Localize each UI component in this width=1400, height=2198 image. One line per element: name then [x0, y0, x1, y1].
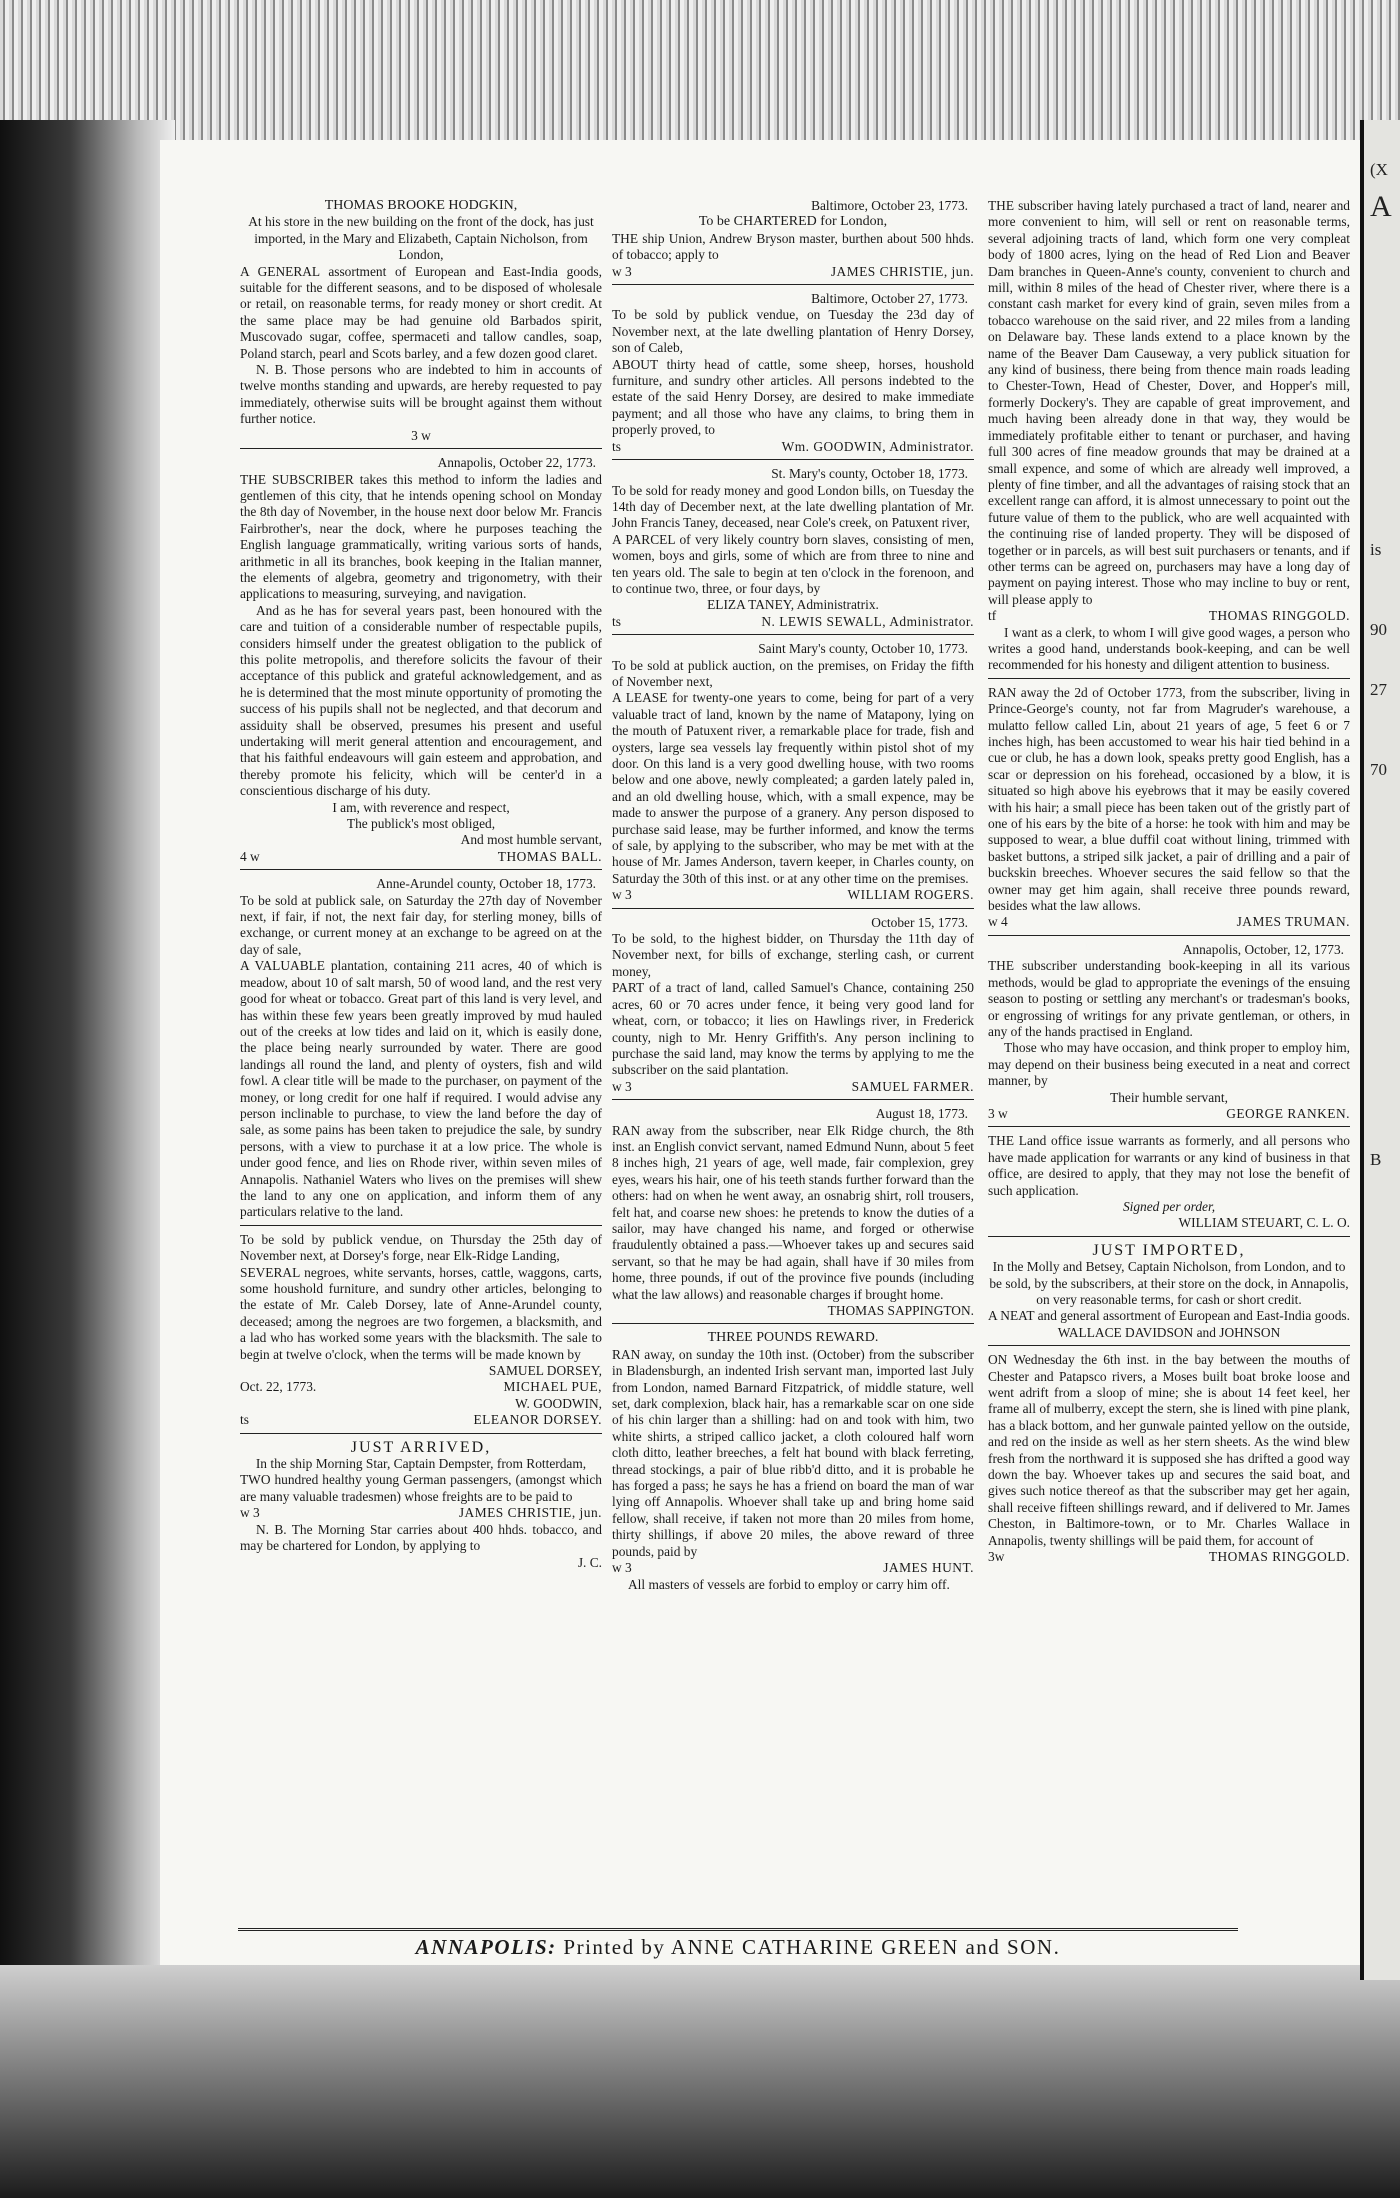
ad-body: A LEASE for twenty-one years to come, being for part of a very valuable tract of land, known by the name of Matapony, lying on the mouth of Patuxent river, a remarkable place for trade, fish and oysters, large sea vessels lay frequently within pistol shot of my door. On this land is a very good dwelling house, with two rooms below and one above, newly compleated; a garden lately paled in, and an old dwelling house, which, with a small expence, may be made to answer the purpose of a granery. Any person disposed to purchase said lease, may be further informed, and know the terms of sale, by applying to the subscriber, who may be met with at the house of Mr. James Anderson, tavern keeper, in Charles county, on Saturday the 30th of this inst. or at any other time on the premises. [612, 690, 974, 886]
ad-date: Oct. 22, 1773. [240, 1379, 317, 1395]
ad-subheading: At his store in the new building on the front of the dock, has just imported, in the Mary and Elizabeth, Captain Nicholson, from London, [248, 214, 594, 263]
ad-heading: JUST ARRIVED, [350, 1438, 492, 1456]
advertisement-land-office [988, 1133, 1350, 1236]
column-2 [612, 198, 974, 1928]
printer-colophon [238, 1928, 1238, 1960]
ad-body: A NEAT and general assortment of European and East-India goods. [988, 1308, 1350, 1324]
ad-body: A VALUABLE plantation, containing 211 acres, 40 of which is meadow, about 10 of salt marsh, 50 of wood land, and the rest very good for wheat or tobacco. Great part of this land is very level, and has within these few years been greatly improved by mud hauled out of the creeks at low tides and laid on it, which is easily done, the place being nearly surrounded by water. There are good landings all round the land, and plenty of oysters, fish and wild fowl. A clear title will be made to the purchaser, on payment of the money, or long credit for one half if required. I would advise any person inclinable to purchase, to view the land before the day of sale, as some pains has been taken to prejudice the sale, by sundry persons, with a view to purchase it at a low price. The whole is under good fence, and lies on Rhode river, within seven miles of Annapolis. Nathaniel Waters who lives on the premises will shew the land to any one on application, and inform them of any particulars relative to the land. [240, 958, 602, 1220]
ad-note: N. B. The Morning Star carries about 400 hhds. tobacco, and may be chartered for London, by applying to [240, 1521, 602, 1554]
ad-run-mark: 3 w [411, 427, 431, 443]
advertisement-just-imported [988, 1243, 1350, 1346]
ad-signer: SAMUEL DORSEY, [488, 1363, 602, 1379]
ad-body: ON Wednesday the 6th inst. in the bay between the mouths of Chester and Patapsco rivers, a Moses built boat broke loose and went adrift from a sloop of mine; she is about 14 feet keel, her frame all of mulberry, except the stern, she is lined with pine plank, has a black bottom, and her gunwale painted yellow on the outside, and red on the inside as well as her stern sheets. As the wind blew fresh from the northward it is supposed she has drifted a good way down the bay. Whoever takes up and secures the said boat, and gives such notice thereof as that the subscriber may get her again, shall receive fifteen shillings reward, and if delivered to Mr. James Cheston, in Baltimore-town, or to Mr. Charles Wallace in Annapolis, twenty shillings will be paid them, for account of [988, 1352, 1350, 1548]
ad-dateline: St. Mary's county, October 18, 1773. [771, 466, 968, 482]
ad-intro: To be sold at publick auction, on the premises, on Friday the fifth of November next, [612, 657, 974, 689]
advertisement-runaway-nunn [612, 1106, 974, 1324]
ad-signer: THOMAS RINGGOLD. [1208, 608, 1350, 624]
ad-postscript: I want as a clerk, to whom I will give good wages, a person who writes a good hand, understands book-keeping, and can be well recommended for his honesty and diligent attention to business. [988, 624, 1350, 673]
ad-body: TWO hundred healthy young German passengers, (amongst which are many valuable tradesmen) whose freights are to be paid to [240, 1472, 602, 1504]
facing-page-fragment: 90 [1370, 620, 1387, 639]
advertisement-bookkeeping [988, 942, 1350, 1127]
ad-body: RAN away, on sunday the 10th inst. (October) from the subscriber in Bladensburgh, an indented Irish servant man, imported last July from London, named Barnard Fitzpatrick, of middle stature, well set, dark complexion, black hair, has a remarkable scar on one side of his chin larger than a shilling: had on and took with him, two white shirts, a striped callico jacket, a cloth coloured half worn cloth ditto, leather breeches, a felt hat bound with black ferreting, thread stockings, a pair of blue ribb'd ditto, and it is probable he has forged a pass; he says he has a friend on board the man of war lying off Annapolis. Whoever shall take up and bring home said fellow, shall receive, if taken not more than 20 miles from home, thirty shillings, if above 20 miles, the above reward of three pounds, paid by [612, 1346, 974, 1559]
ad-signature-line [240, 1505, 602, 1521]
ad-signer: JAMES CHRISTIE, jun. [830, 263, 974, 279]
advertisement-lost-boat [988, 1352, 1350, 1569]
ad-heading: THREE POUNDS REWARD. [707, 1330, 879, 1346]
ad-signature-line [612, 1079, 974, 1095]
ad-run-mark: w 4 [988, 914, 1008, 930]
ad-intro: To be sold by publick vendue, on Thursday the 25th day of November next, at Dorsey's forge, near Elk-Ridge Landing, [240, 1231, 602, 1264]
ad-body: PART of a tract of land, called Samuel's Chance, containing 250 acres, 60 or 70 acres under fence, it being very good land for wheat, corn, or tobacco; it lies on Hawlings river, in Frederick county, nigh to Mr. Henry Griffith's. Any person inclining to purchase the said land, may know the terms by applying to me the subscriber on the said plantation. [612, 980, 974, 1078]
ad-signature-line [612, 887, 974, 903]
ad-signature-line [612, 264, 974, 280]
column-3 [988, 198, 1350, 1928]
ad-run-mark: 4 w [240, 848, 260, 864]
facing-page-fragment: 70 [1370, 760, 1387, 779]
ad-signer: SAMUEL FARMER. [851, 1078, 974, 1094]
ad-signer: WALLACE DAVIDSON and JOHNSON [1057, 1324, 1281, 1340]
facing-page-edge [1360, 120, 1400, 1980]
ad-signature-line [240, 1412, 602, 1428]
colophon-printer: Printed by ANNE CATHARINE GREEN and SON. [563, 1935, 1061, 1959]
ad-signature-line [988, 1549, 1350, 1565]
ad-run-mark: ts [612, 438, 621, 454]
ad-heading: JUST IMPORTED, [1092, 1241, 1246, 1259]
ad-signer: ELIZA TANEY, Administratrix. [707, 597, 879, 613]
advertisement-hodgkin [240, 198, 602, 449]
facing-page-fragment: B [1370, 1150, 1382, 1169]
ad-intro: To be sold by publick vendue, on Tuesday the 23d day of November next, at the late dwelling plantation of Henry Dorsey, son of Caleb, [612, 307, 974, 356]
ad-signer: WILLIAM ROGERS. [847, 887, 974, 903]
ad-initials: J. C. [577, 1554, 602, 1570]
ad-signer: MICHAEL PUE, [503, 1379, 602, 1395]
ad-body: RAN away the 2d of October 1773, from the subscriber, living in Prince-George's county, not far from Magruder's warehouse, a mulatto fellow called Lin, about 21 years of age, 5 feet 6 or 7 inches high, has been accustomed to wear his hair tied behind in a cue or club, he has a down look, speaks pretty good English, has a scar or depression on his forehead, occasioned by a blow, it is situated so high above his eyebrows that it may be easily covered with his hair; a small piece has been taken out of the gristly part of one of his ears by the bite of a horse: he took with him and may be supposed to wear, a blue duffil coat without lining, trimmed with basket buttons, a striped silk jacket, a pair of drilling and a pair of buckskin breeches. Whoever secures the said fellow so that the owner may get him again, shall receive three pounds reward, besides what the law allows. [988, 684, 1350, 914]
ad-order-line: Signed per order, [1122, 1198, 1216, 1214]
ad-body: A GENERAL assortment of European and East-India goods, suitable for the different seasons, and to be disposed of wholesale or retail, on reasonable terms, for ready money or short credit. At the same place may be had genuine old Barbados spirit, Muscovado sugar, coffee, spermaceti and tallow candles, soap, Poland starch, pearl and Scots barley, and a few dozen good claret. [240, 263, 602, 361]
ad-body: RAN away from the subscriber, near Elk Ridge church, the 8th inst. an English convict servant, named Edmund Nunn, about 5 feet 8 inches high, 21 years of age, well made, fair complexion, grey eyes, wears his hair, one of his teeth stands further forward than the others: had on when he went away, an osnabrig shirt, roll trousers, felt hat, and coarse new shoes: he pretends to know the duties of a sailor, may have changed his name, and forged or otherwise fraudulently obtained a pass.—Whoever takes up and secures said servant, so that he may be had again, shall have if 30 miles from home, three pounds, if out of the province five pounds (including what the law allows) and reasonable charges if brought home. [612, 1122, 974, 1302]
ad-dateline: Baltimore, October 23, 1773. [811, 198, 968, 213]
ad-run-mark: tf [988, 608, 997, 624]
ad-signer: Wm. GOODWIN, Administrator. [781, 438, 974, 454]
ad-signature-line [988, 914, 1350, 930]
facing-page-fragment: is [1370, 540, 1382, 559]
ad-closing: And most humble servant, [460, 832, 602, 848]
advertisement-taney-sale [612, 466, 974, 635]
ad-body: THE subscriber understanding book-keeping in all its various methods, would be glad to appropriate the evenings of the ensuing season to posting or settling any merchant's or tradesman's books, or engrossing of writings for any private gentleman, or others, in any of the hands practised in England. [988, 958, 1350, 1039]
facing-page-fragment: (X [1370, 160, 1388, 179]
ad-heading: THOMAS BROOKE HODGKIN, [324, 198, 518, 213]
ad-signer: THOMAS SAPPINGTON. [827, 1303, 974, 1318]
ad-closing: Their humble servant, [1110, 1089, 1228, 1105]
ad-subheading: In the ship Morning Star, Captain Dempster, from Rotterdam, [255, 1456, 587, 1472]
advertisement-plantation-sale [240, 876, 602, 1226]
advertisement-ringgold-lands [988, 198, 1350, 679]
ad-dateline: August 18, 1773. [875, 1106, 968, 1122]
ad-signature-line [612, 1560, 974, 1576]
ad-run-mark: 3 w [988, 1105, 1008, 1121]
advertisement-samuels-chance [612, 915, 974, 1100]
advertisement-henry-dorsey-vendue [612, 291, 974, 460]
ad-run-mark: w 3 [612, 1560, 632, 1576]
ad-intro: To be sold for ready money and good London bills, on Tuesday the 14th day of December next, at the late dwelling plantation of Mr. John Francis Taney, deceased, near Cole's creek, on Patuxent river, [612, 482, 974, 531]
advertisement-ship-union [612, 198, 974, 285]
ad-run-mark: w 3 [612, 263, 632, 279]
ad-run-mark: w 3 [612, 1078, 632, 1094]
ad-dateline: Annapolis, October, 12, 1773. [1182, 941, 1344, 957]
book-binding-shadow [0, 120, 175, 2198]
facing-page-fragment: 27 [1370, 680, 1387, 699]
ad-dateline: Baltimore, October 27, 1773. [811, 291, 968, 307]
ad-body: THE ship Union, Andrew Bryson master, burthen about 500 hhds. of tobacco; apply to [612, 230, 974, 263]
ad-dateline: Annapolis, October 22, 1773. [437, 455, 596, 471]
ad-body: THE subscriber having lately purchased a tract of land, nearer and more convenient to him, will sell or rent on reasonable terms, several adjoining tracts of land, which form one very compleat body of 1800 acres, lying on the head of Red Lion and Beaver Dam branches in Queen-Anne's county, convenient to church and mill, within 8 miles of the head of Chester river, where there is a constant cash market for every kind of grain, seven miles from a tobacco warehouse on the said river, and 22 miles from a landing on Delaware bay. These lands extend to a place known by the name of the Beaver Dam Causeway, a very publick situation for any kind of business, there being from thence main roads leading to Chester-Town, Head of Chester, Dover, and Hopper's mill, formerly Dockery's. They are capable of great improvement, and much having been already done in that way, they would be immediately profitable either to tenant or purchaser, and having full 300 acres of fine meadow grounds that may be drained at a small expence, and some of which are already well improved, a plenty of fine timber, and all the advantages of raising stock that an excellent range can afford, it is almost unnecessary to point out the future value of them to the publick, who are well acquainted with the continuing rise of landed property. They will be disposed of together or in parcels, as will best suit purchasers or tenants, and if other terms can be agreed on, purchasers may have a long day of payment on paying interest. Those who may incline to buy or rent, will please apply to [988, 198, 1350, 607]
ad-run-mark: 3w [988, 1549, 1005, 1565]
ad-signature-line [612, 614, 974, 630]
ad-signer: JAMES TRUMAN. [1236, 914, 1350, 930]
facing-page-fragment: A [1370, 190, 1392, 223]
ad-run-mark: ts [240, 1412, 249, 1428]
ad-run-mark: ts [612, 613, 621, 629]
ad-signature-line [988, 608, 1350, 624]
ad-note: N. B. Those persons who are indebted to him in accounts of twelve months standing and upwards, are hereby requested to pay immediately, otherwise suits will be brought against them without further notice. [240, 362, 602, 427]
ad-signer: THOMAS BALL. [497, 848, 602, 864]
ad-dateline: October 15, 1773. [871, 914, 968, 930]
ad-body: A PARCEL of very likely country born slaves, consisting of men, women, boys and girls, some of which are from three to nine and ten years old. The sale to begin at ten o'clock in the forenoon, and to continue two, three, or four days, by [612, 531, 974, 596]
ad-heading: To be CHARTERED for London, [698, 214, 888, 230]
ad-signature-line [988, 1106, 1350, 1122]
ad-signer: JAMES CHRISTIE, jun. [458, 1505, 602, 1521]
ad-run-mark: w 3 [240, 1505, 260, 1521]
ad-signer: ELEANOR DORSEY. [473, 1412, 602, 1428]
ad-signer: JAMES HUNT. [883, 1560, 974, 1576]
ad-signer: W. GOODWIN, [515, 1395, 602, 1411]
ad-dateline: Saint Mary's county, October 10, 1773. [758, 641, 968, 657]
advertisement-runaway-fitzpatrick [612, 1330, 974, 1597]
ad-signature-line [240, 849, 602, 865]
advertisement-morning-star [240, 1440, 602, 1575]
ad-subheading: In the Molly and Betsey, Captain Nicholson, from London, and to be sold, by the subscribers, at their store on the dock, in Annapolis, on very reasonable terms, for cash or short credit. [989, 1259, 1349, 1307]
ad-signer: WILLIAM STEUART, C. L. O. [1178, 1215, 1350, 1231]
scan-bottom-shadow [0, 1965, 1400, 2198]
ad-body: THE Land office issue warrants as formerly, and all persons who have made application for warrants or any kind of business in that office, are desired to apply, that they may not lose the benefit of such application. [988, 1133, 1350, 1198]
ad-closing: The publick's most obliged, [346, 816, 496, 832]
ad-signer: THOMAS RINGGOLD. [1208, 1549, 1350, 1565]
colophon-city: ANNAPOLIS: [415, 1935, 557, 1959]
ad-intro: To be sold, to the highest bidder, on Thursday the 11th day of November next, for bills of exchange, sterling cash, or current money, [612, 931, 974, 979]
advertisement-matapony-lease [612, 641, 974, 909]
ad-signer: N. LEWIS SEWALL, Administrator. [761, 613, 974, 629]
ad-body: ABOUT thirty head of cattle, some sheep, horses, houshold furniture, and sundry other articles. All persons indebted to the estate of the said Henry Dorsey, are desired to make immediate payment; and all those who have any claims, to bring them in properly proved, to [612, 356, 974, 438]
ad-dateline: Anne-Arundel county, October 18, 1773. [376, 876, 596, 892]
ad-body-continued: Those who may have occasion, and think proper to employ him, may depend on their business being executed in a neat and correct manner, by [988, 1040, 1350, 1089]
ad-signature-line [240, 1379, 602, 1395]
ad-note: All masters of vessels are forbid to employ or carry him off. [628, 1576, 950, 1592]
ad-body-continued: And as he has for several years past, been honoured with the care and tuition of a considerable number of respectable pupils, considers himself under the greatest obligation to the publick of this polite metropolis, and therefore solicits the favour of their acceptance of this publick and grateful acknowledgement, and as he is determined that the most minute opportunity of promoting the success of his pupils shall not be neglected, and that decorum and assiduity shall be observed, presumes his present and useful undertaking will merit general attention and encouragement, and that his faithful endeavours will gain esteem and approbation, and thereby promote his felicity, which will be center'd in a conscientious discharge of his duty. [240, 602, 602, 799]
ad-body: THE SUBSCRIBER takes this method to inform the ladies and gentlemen of this city, that he intends opening school on Monday the 8th day of November, in the house next door below Mr. Francis Fairbrother's, near the dock, where he purposes teaching the English language grammatically, writing various sorts of hands, arithmetic in all its branches, book keeping in the Italian manner, the elements of algebra, geometry and trigonometry, with their applications to measuring, surveying, and navigation. [240, 471, 602, 602]
column-1 [240, 198, 602, 1928]
ad-signer: GEORGE RANKEN. [1226, 1105, 1350, 1121]
ad-body: SEVERAL negroes, white servants, horses, cattle, waggons, carts, some houshold furniture, and sundry other articles, belonging to the estate of Mr. Caleb Dorsey, late of Anne-Arundel county, deceased; among the negroes are two forgemen, a blacksmith, and a lad who has worked some years with the blacksmith. The sale to begin at twelve o'clock, when the terms will be made known by [240, 1264, 602, 1362]
ad-closing: I am, with reverence and respect, [332, 799, 510, 815]
ad-signature-line [612, 439, 974, 455]
ad-run-mark: w 3 [612, 887, 632, 903]
advertisement-school [240, 455, 602, 870]
scan-top-noise [0, 0, 1400, 150]
advertisement-runaway-lin [988, 685, 1350, 936]
ad-intro: To be sold at publick sale, on Saturday the 27th day of November next, if fair, if not, the next fair day, for sterling money, bills of exchange, or current money at an exchange to be agreed on at the day of sale, [240, 892, 602, 957]
advertisement-dorsey-vendue [240, 1232, 602, 1434]
